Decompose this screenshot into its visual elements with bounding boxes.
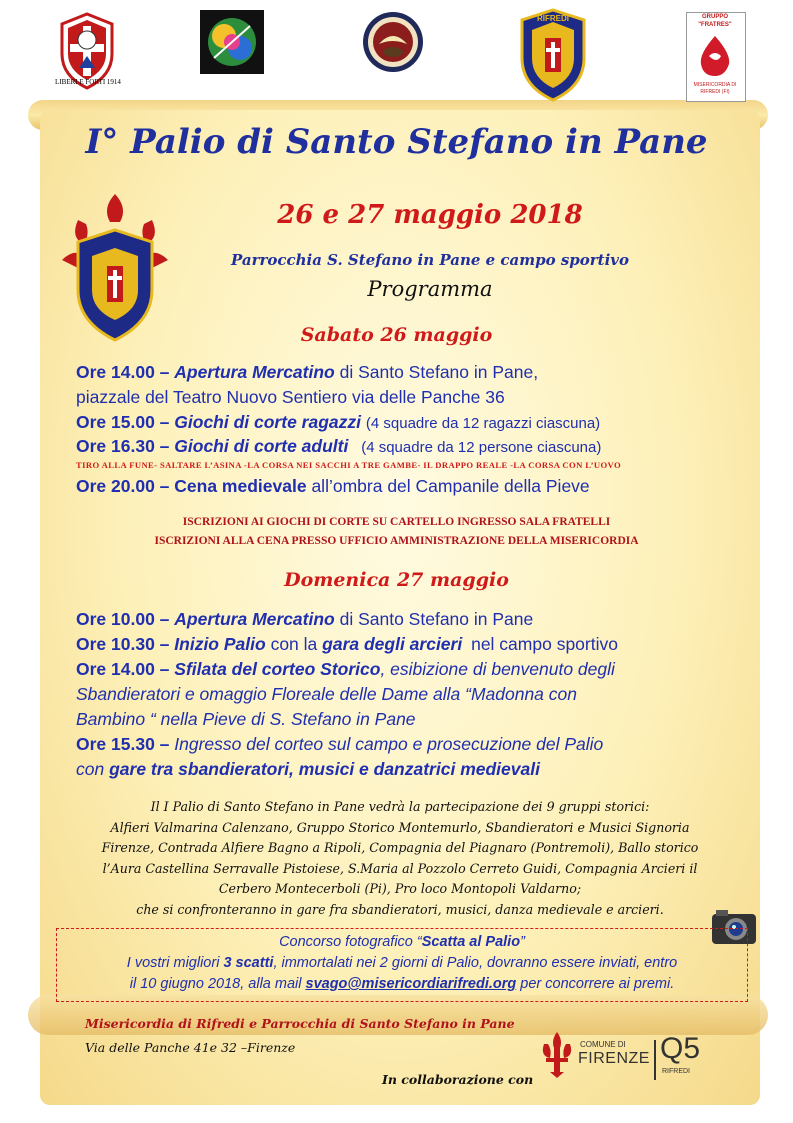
partecipazione-line: Alfieri Valmarina Calenzano, Gruppo Storico Montemurlo, Sbandieratori e Musici Signoria bbox=[110, 819, 690, 835]
blood-drop-icon bbox=[695, 34, 735, 78]
event-label: gara degli arcieri bbox=[322, 634, 463, 654]
contest-line-2: il 10 giugno 2018, alla mail svago@misericordiarifredi.org per concorrere ai premi. bbox=[129, 976, 675, 992]
domenica-line-6 bbox=[76, 734, 603, 755]
partecipazione-line: Il I Palio di Santo Stefano in Pane vedrà la partecipazione dei 9 gruppi storici: bbox=[150, 799, 650, 814]
time-label: Ore 16.30 – bbox=[76, 436, 170, 456]
sabato-line-5 bbox=[76, 476, 590, 497]
time-label: Ore 14.00 – bbox=[76, 362, 170, 382]
partecipazione-line: Cerbero Montecerboli (Pi), Pro loco Montopoli Valdarno; bbox=[218, 881, 582, 896]
event-detail: Ingresso del corteo sul campo e prosecuzione del Palio bbox=[174, 734, 604, 754]
event-detail: nel campo sportivo bbox=[471, 634, 618, 654]
q5-logo bbox=[660, 1032, 720, 1088]
games-list: TIRO ALLA FUNE- SALTARE L’ASINA -LA CORSA NEI SACCHI A TRE GAMBE- IL DRAPPO REALE -LA CORSA CON L’UOVO bbox=[76, 460, 622, 470]
domenica-line-5 bbox=[76, 709, 416, 730]
colorful-group-logo bbox=[200, 10, 264, 74]
domenica-line-3 bbox=[76, 659, 615, 680]
time-label: Ore 14.00 – bbox=[76, 659, 170, 679]
time-label: Ore 20.00 – bbox=[76, 476, 170, 496]
event-detail: (4 squadre da 12 ragazzi ciascuna) bbox=[365, 415, 601, 432]
gruppo-fratres-logo bbox=[686, 12, 744, 100]
event-label: Inizio Palio bbox=[174, 634, 266, 654]
time-label: Ore 10.30 – bbox=[76, 634, 170, 654]
comune-firenze-logo bbox=[540, 1030, 650, 1086]
sabato-line-4 bbox=[76, 436, 601, 457]
domenica-line-7 bbox=[76, 759, 540, 780]
iscrizioni-cena: ISCRIZIONI ALLA CENA PRESSO UFFICIO AMMINISTRAZIONE DELLA MISERICORDIA bbox=[154, 535, 639, 547]
partecipazione-line: che si confronteranno in gare fra sbandieratori, musici, danza medievale e arcieri. bbox=[136, 901, 664, 917]
event-place: Parrocchia S. Stefano in Pane e campo sportivo bbox=[230, 251, 630, 269]
comune-label: COMUNE DI bbox=[580, 1040, 626, 1049]
page-title: I° Palio di Santo Stefano in Pane bbox=[85, 122, 708, 162]
event-label: Apertura Mercatino bbox=[174, 362, 335, 382]
collaboration-text: In collaborazione con bbox=[382, 1072, 534, 1087]
event-label: Giochi di corte adulti bbox=[174, 436, 349, 456]
logo-caption: RIFREDI bbox=[537, 14, 569, 23]
partecipazione-line: Firenze, Contrada Alfiere Bagno a Ripoli, Compagnia del Piagnaro (Pontremoli), Ballo storico bbox=[101, 840, 699, 855]
domenica-heading: Domenica 27 maggio bbox=[284, 569, 509, 591]
domenica-line-1 bbox=[76, 609, 533, 630]
event-label: Cena medievale bbox=[174, 476, 307, 496]
q5-label: Q5 bbox=[660, 1032, 701, 1065]
event-detail: Bambino bbox=[76, 709, 146, 729]
event-label: Giochi di corte ragazzi bbox=[174, 412, 361, 432]
event-label: Apertura Mercatino bbox=[174, 609, 335, 629]
domenica-line-4: Sbandieratori e omaggio Floreale delle Dame alla “Madonna con bbox=[76, 684, 577, 704]
time-label: Ore 10.00 – bbox=[76, 609, 170, 629]
rifredi-confraternita-logo bbox=[518, 8, 588, 102]
lily-icon bbox=[540, 1030, 574, 1080]
event-detail: con bbox=[76, 759, 105, 779]
contest-title: Concorso fotografico “Scatta al Palio” bbox=[279, 934, 525, 950]
logo-caption-bottom: MISERICORDIA DI RIFREDI (FI) bbox=[693, 82, 737, 95]
contest-email-link[interactable]: svago@misericordiarifredi.org bbox=[305, 976, 517, 992]
logo-caption-mid: "FRATRES" bbox=[698, 22, 732, 28]
domenica-line-2 bbox=[76, 634, 618, 655]
contest-line-1: I vostri migliori 3 scatti, immortalati nei 2 giorni di Palio, dovranno essere inviati, entro bbox=[126, 955, 678, 971]
event-label: Sfilata del corteo Storico bbox=[174, 659, 381, 679]
event-detail: di Santo Stefano in Pane bbox=[339, 609, 534, 629]
event-detail: (4 squadre da 12 persone ciascuna) bbox=[361, 439, 602, 456]
q5-sub-label: RIFREDI bbox=[662, 1068, 690, 1075]
partecipazione-text bbox=[80, 797, 720, 920]
programma-heading: Programma bbox=[367, 277, 493, 301]
firenze-label: FIRENZE bbox=[578, 1050, 650, 1067]
logo-caption: LIBERI E FORTI 1914 bbox=[55, 78, 121, 86]
event-detail: di Santo Stefano in Pane, bbox=[339, 362, 539, 382]
address-text: Via delle Panche 41e 32 –Firenze bbox=[85, 1040, 296, 1055]
event-detail: , esibizione di benvenuto degli bbox=[380, 659, 615, 679]
time-label: Ore 15.30 – bbox=[76, 734, 170, 754]
liberi-e-forti-logo bbox=[55, 10, 121, 98]
event-label: gare tra sbandieratori, musici e danzatrici medievali bbox=[109, 759, 540, 779]
partecipazione-line: l’Aura Castellina Serravalle Pistoiese, S.Maria al Pozzolo Cerreto Guidi, Compagnia Arcieri il bbox=[102, 860, 698, 876]
sabato-line-3 bbox=[76, 412, 600, 433]
sabato-heading: Sabato 26 maggio bbox=[300, 324, 493, 346]
event-date: 26 e 27 maggio 2018 bbox=[277, 200, 583, 230]
photo-contest-box bbox=[56, 928, 748, 1002]
round-emblem-logo bbox=[361, 10, 425, 74]
divider bbox=[654, 1040, 656, 1080]
organizer-text: Misericordia di Rifredi e Parrocchia di Santo Stefano in Pane bbox=[85, 1016, 515, 1031]
sabato-line-2: piazzale del Teatro Nuovo Sentiero via delle Panche 36 bbox=[76, 387, 505, 407]
sabato-line-1 bbox=[76, 362, 538, 383]
event-detail: all’ombra del Campanile della Pieve bbox=[311, 476, 590, 496]
time-label: Ore 15.00 – bbox=[76, 412, 170, 432]
logo-caption-top: GRUPPO bbox=[701, 14, 728, 20]
iscrizioni-giochi: ISCRIZIONI AI GIOCHI DI CORTE SU CARTELLO INGRESSO SALA FRATELLI bbox=[182, 516, 611, 528]
event-detail: “ nella Pieve di S. Stefano in Pane bbox=[149, 709, 416, 729]
event-detail: con la bbox=[270, 634, 318, 654]
